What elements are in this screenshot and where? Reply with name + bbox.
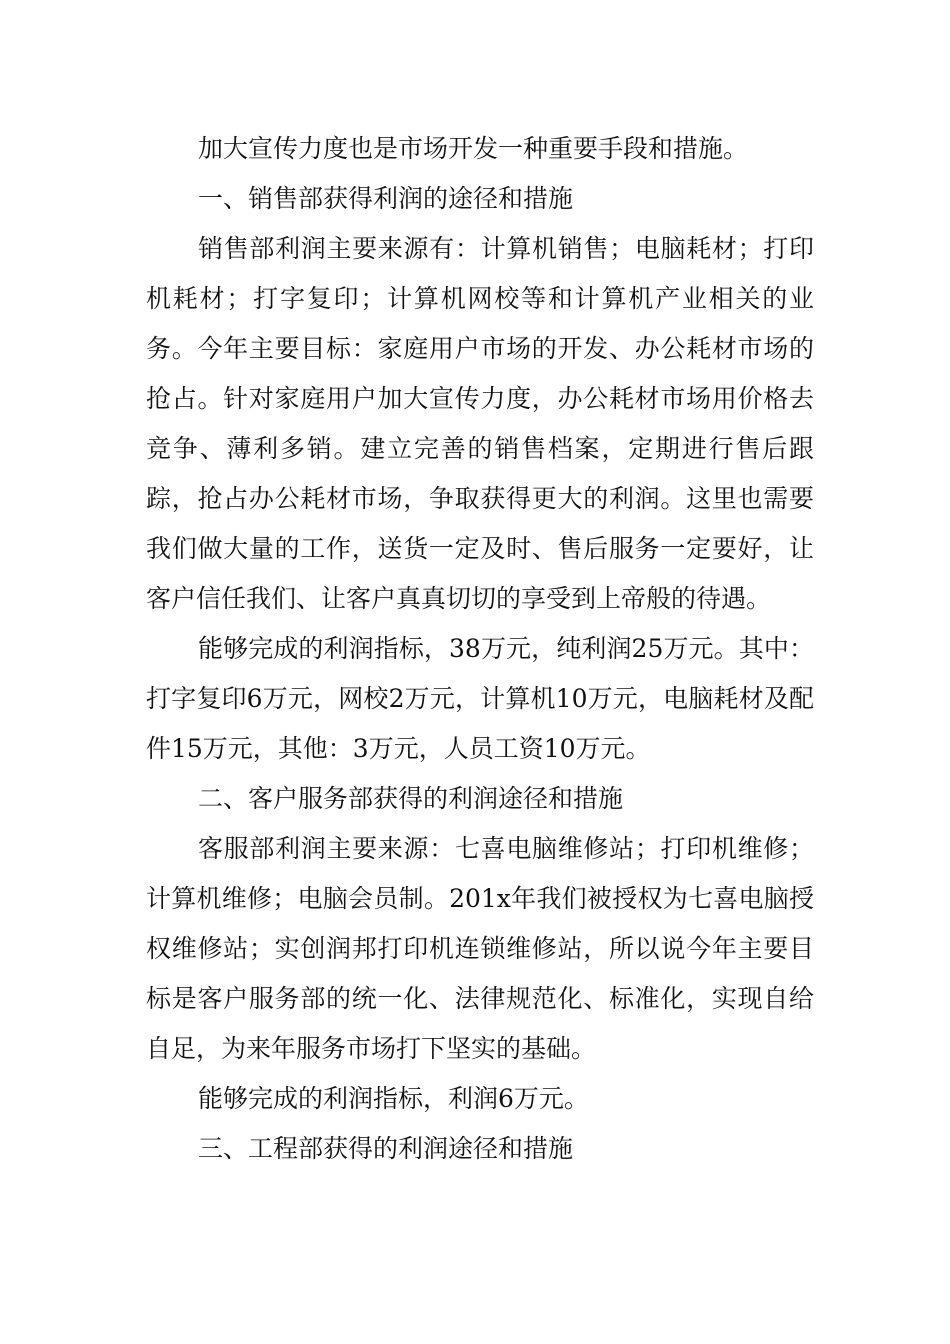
document-body	[146, 124, 814, 1174]
paragraph-service-targets: 能够完成的利润指标，利润6万元。	[198, 1084, 589, 1113]
paragraph-sales-sources: 销售部利润主要来源有：计算机销售；电脑耗材；打印机耗材；打字复印；计算机网校等和计算机产业相关的业务。今年主要目标：家庭用户市场的开发、办公耗材市场的抢占。针对家庭用户加大宣传力度，办公耗材市场用价格去竞争、薄利多销。建立完善的销售档案，定期进行售后跟踪，抢占办公耗材市场，争取获得更大的利润。这里也需要我们做大量的工作，送货一定及时、售后服务一定要好，让客户信任我们、让客户真真切切的享受到上帝般的待遇。	[146, 234, 814, 613]
section-heading-customer-service: 二、客户服务部获得的利润途径和措施	[198, 784, 624, 813]
paragraph-sales-targets: 能够完成的利润指标，38万元，纯利润25万元。其中：打字复印6万元，网校2万元，计算机10万元，电脑耗材及配件15万元，其他：3万元，人员工资10万元。	[146, 634, 814, 763]
paragraph-intro: 加大宣传力度也是市场开发一种重要手段和措施。	[198, 134, 749, 163]
section-heading-engineering: 三、工程部获得的利润途径和措施	[198, 1134, 574, 1163]
section-heading-sales: 一、销售部获得利润的途径和措施	[198, 184, 574, 213]
paragraph-service-sources: 客服部利润主要来源：七喜电脑维修站；打印机维修；计算机维修；电脑会员制。201x年我们被授权为七喜电脑授权维修站；实创润邦打印机连锁维修站，所以说今年主要目标是客户服务部的统一化、法律规范化、标准化，实现自给自足，为来年服务市场打下坚实的基础。	[146, 834, 814, 1063]
